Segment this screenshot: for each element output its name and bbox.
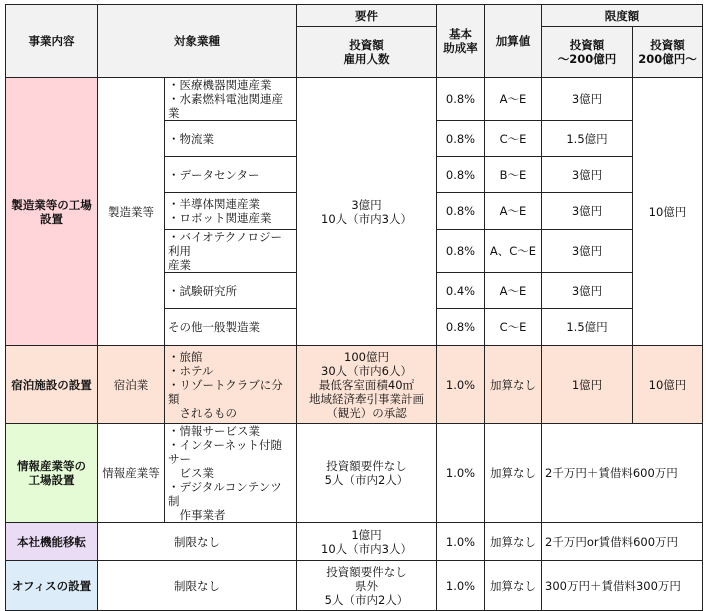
industry-lodging: ・旅館 ・ホテル ・リゾートクラブに分類 されるもの: [165, 346, 297, 424]
base-rate-office: 1.0%: [437, 561, 485, 611]
addition-cell: A～E: [485, 273, 542, 309]
limit-cell: 1.5億円: [542, 309, 633, 346]
requirement-office: 投資額要件なし 県外 5人（市内2人）: [297, 561, 437, 611]
base-rate-cell: 0.8%: [437, 193, 485, 230]
industry-cell: ・物流業: [165, 121, 297, 157]
addition-cell: C～E: [485, 309, 542, 346]
limit-cell: 3億円: [542, 78, 633, 121]
base-rate-hq: 1.0%: [437, 523, 485, 561]
limit-cell: 3億円: [542, 157, 633, 193]
limit-cell: 1.5億円: [542, 121, 633, 157]
business-manufacturing: 製造業等の工場 設置: [6, 78, 98, 346]
limit-office: 300万円＋賃借料300万円: [542, 561, 703, 611]
addition-cell: A～E: [485, 193, 542, 230]
addition-cell: B～E: [485, 157, 542, 193]
addition-cell: A～E: [485, 78, 542, 121]
industry-cell: その他一般製造業: [165, 309, 297, 346]
limit-over-manufacturing: 10億円: [633, 78, 703, 346]
base-rate-cell: 0.8%: [437, 78, 485, 121]
base-rate-cell: 0.8%: [437, 230, 485, 273]
base-rate-cell: 0.8%: [437, 157, 485, 193]
business-hq: 本社機能移転: [6, 523, 98, 561]
base-rate-info: 1.0%: [437, 424, 485, 523]
addition-lodging: 加算なし: [485, 346, 542, 424]
industry-office: 制限なし: [98, 561, 297, 611]
limit-cell: 3億円: [542, 193, 633, 230]
industry-cell: ・バイオテクノロジー利用 産業: [165, 230, 297, 273]
limit-info: 2千万円＋賃借料600万円: [542, 424, 703, 523]
header-limit: 限度額: [542, 5, 703, 27]
limit-cell: 3億円: [542, 230, 633, 273]
requirement-info: 投資額要件なし 5人（市内2人）: [297, 424, 437, 523]
header-limit-under: 投資額 ～200億円: [542, 27, 633, 78]
header-industry: 対象業種: [98, 5, 297, 78]
category-manufacturing: 製造業等: [98, 78, 165, 346]
industry-cell: ・医療機器関連産業 ・水素燃料電池関連産業: [165, 78, 297, 121]
industry-cell: ・データセンター: [165, 157, 297, 193]
addition-info: 加算なし: [485, 424, 542, 523]
addition-cell: A、C～E: [485, 230, 542, 273]
limit-cell: 3億円: [542, 273, 633, 309]
subsidy-table: [5, 4, 703, 611]
base-rate-cell: 0.8%: [437, 121, 485, 157]
addition-office: 加算なし: [485, 561, 542, 611]
base-rate-lodging: 1.0%: [437, 346, 485, 424]
header-requirements: 要件: [297, 5, 437, 27]
addition-hq: 加算なし: [485, 523, 542, 561]
limit-over-lodging: 10億円: [633, 346, 703, 424]
category-lodging: 宿泊業: [98, 346, 165, 424]
industry-hq: 制限なし: [98, 523, 297, 561]
header-requirements-sub: 投資額 雇用人数: [297, 27, 437, 78]
business-lodging: 宿泊施設の設置: [6, 346, 98, 424]
business-info: 情報産業等の 工場設置: [6, 424, 98, 523]
requirement-manufacturing: 3億円 10人（市内3人）: [297, 78, 437, 346]
limit-under-lodging: 1億円: [542, 346, 633, 424]
industry-cell: ・試験研究所: [165, 273, 297, 309]
category-info: 情報産業等: [98, 424, 165, 523]
industry-info: ・情報サービス業 ・インターネット付随サー ビス業 ・デジタルコンテンツ制 作事業者: [165, 424, 297, 523]
addition-cell: C～E: [485, 121, 542, 157]
header-base-rate: 基本 助成率: [437, 5, 485, 78]
base-rate-cell: 0.4%: [437, 273, 485, 309]
limit-hq: 2千万円or賃借料600万円: [542, 523, 703, 561]
business-office: オフィスの設置: [6, 561, 98, 611]
base-rate-cell: 0.8%: [437, 309, 485, 346]
header-business: 事業内容: [6, 5, 98, 78]
header-addition: 加算値: [485, 5, 542, 78]
industry-cell: ・半導体関連産業 ・ロボット関連産業: [165, 193, 297, 230]
header-limit-over: 投資額 200億円～: [633, 27, 703, 78]
requirement-lodging: 100億円 30人（市内6人） 最低客室面積40㎡ 地域経済牽引事業計画 （観光）の承認: [297, 346, 437, 424]
requirement-hq: 1億円 10人（市内3人）: [297, 523, 437, 561]
